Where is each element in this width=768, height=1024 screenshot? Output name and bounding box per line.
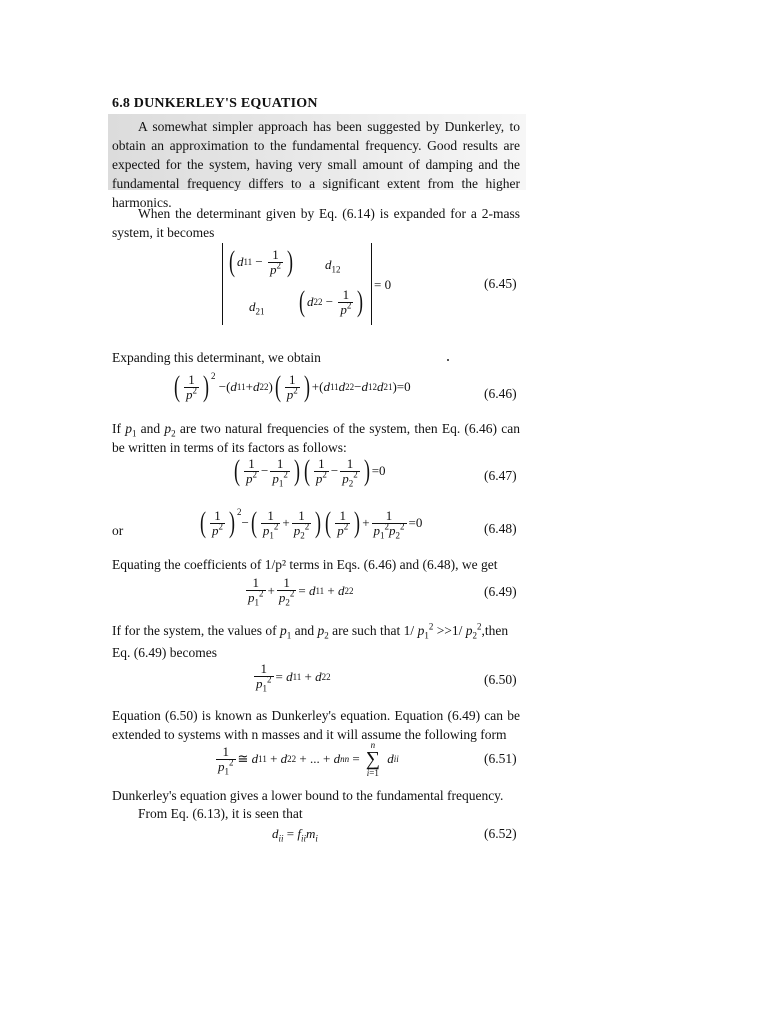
p3-part-b: and: [136, 421, 165, 436]
stray-mark: [447, 359, 449, 361]
det-entry-22: ( d 22 − $\frac{1}{p^2}$ ): [299, 285, 364, 318]
paragraph-from-eq: From Eq. (6.13), it is seen that: [138, 806, 303, 821]
equals-zero: = 0: [374, 277, 392, 292]
eq-number-6-52: (6.52): [484, 826, 517, 841]
intro-text: A somewhat simpler approach has been suggested by Dunkerley, to obtain an approximation to the fundamental frequency. Good results are expected for the system, having very small amount of damping and the fundamental frequency differs to a significant extent from the higher harmonics.: [112, 119, 520, 210]
p3-part-c: are two natural frequencies of the system, then Eq. (6.46) can be written in terms of its factors as follows:: [112, 421, 520, 455]
eq-number-6-46: (6.46): [484, 386, 517, 401]
equation-6-49: $\frac{1}{p_1^2}$ + $\frac{1}{p_2^2}$ = d 11 + d 22: [248, 575, 354, 608]
intro-paragraph: [112, 117, 520, 212]
equation-6-47: ( $\frac{1}{p^2}$ − $\frac{1}{p_1^2}$ ) ( $\frac{1}{p^2}$ − $\frac{1}{p_2^2}$ ) =0: [234, 454, 386, 489]
eq-number-6-49: (6.49): [484, 584, 517, 599]
paragraph-determinant-text: When the determinant given by Eq. (6.14) is expanded for a 2-mass system, it becomes: [112, 206, 520, 240]
paragraph-becomes: Eq. (6.49) becomes: [112, 645, 217, 660]
p5-part-c: are such that: [328, 623, 404, 638]
paragraph-dunkerley: Equation (6.50) is known as Dunkerley's equation. Equation (6.49) can be extended to systems with n masses and it will assume the following form: [112, 708, 520, 742]
eq-number-6-51: (6.51): [484, 751, 517, 766]
or-label: or: [112, 523, 124, 538]
p5-part-a: If for the system, the values of: [112, 623, 280, 638]
eq-number-6-48: (6.48): [484, 521, 517, 536]
paragraph-expanding: Expanding this determinant, we obtain: [112, 350, 321, 365]
paragraph-condition: If for the system, the values of $p_1$ and $p_2$ are such that 1/ $p_1^2 >>1/$ $p_2^2,then$: [112, 621, 509, 641]
equation-6-52: $d_{ii} = f_{ii}m_i$: [272, 826, 318, 844]
equation-6-45-determinant: [222, 243, 372, 325]
equation-6-48: ( $\frac{1}{p^2}$ ) 2 − ( $\frac{1}{p_1^2}$ + $\frac{1}{p_2^2}$ ) ( $\frac{1}{p^2}$ ) + $\frac{1}{p_1^2p_2^2}$ =0: [200, 506, 423, 541]
det-entry-12: $d_{12}$: [325, 257, 341, 275]
paragraph-lower-bound: Dunkerley's equation gives a lower bound to the fundamental frequency.: [112, 788, 504, 803]
eq-number-6-50: (6.50): [484, 672, 517, 687]
paragraph-determinant: [112, 204, 520, 242]
section-heading: 6.8 DUNKERLEY'S EQUATION: [112, 96, 318, 111]
equation-6-46: ( $\frac{1}{p^2}$ ) 2 −( d 11 + d 22 ) ( $\frac{1}{p^2}$ ) +( d 11 d 22 − d 12 d 21 )=0: [174, 370, 411, 403]
paragraph-coefficients: Equating the coefficients of 1/p² terms in Eqs. (6.46) and (6.48), we get: [112, 557, 498, 572]
eq-number-6-45: (6.45): [484, 276, 517, 291]
det-entry-11: ( d 11 − $\frac{1}{p^2}$ ): [229, 245, 294, 278]
det-entry-21: $d_{21}$: [249, 299, 265, 317]
equation-6-50: $\frac{1}{p_1^2}$ = d 11 + d 22: [256, 661, 331, 694]
equation-6-51: $\frac{1}{p_1^2}$ ≅ d 11 + d 22 + ... + d nn = n ∑ i=1 d ii: [218, 740, 399, 778]
eq-number-6-47: (6.47): [484, 468, 517, 483]
paragraph-natural-frequencies: If $p_1$ and $p_2$ are two natural frequencies of the system, then Eq. (6.46) can be written in terms of its factors as follows:: [112, 421, 520, 455]
p5-part-d: ,then: [481, 623, 509, 638]
p3-part-a: If: [112, 421, 126, 436]
p5-part-b: and: [291, 623, 318, 638]
